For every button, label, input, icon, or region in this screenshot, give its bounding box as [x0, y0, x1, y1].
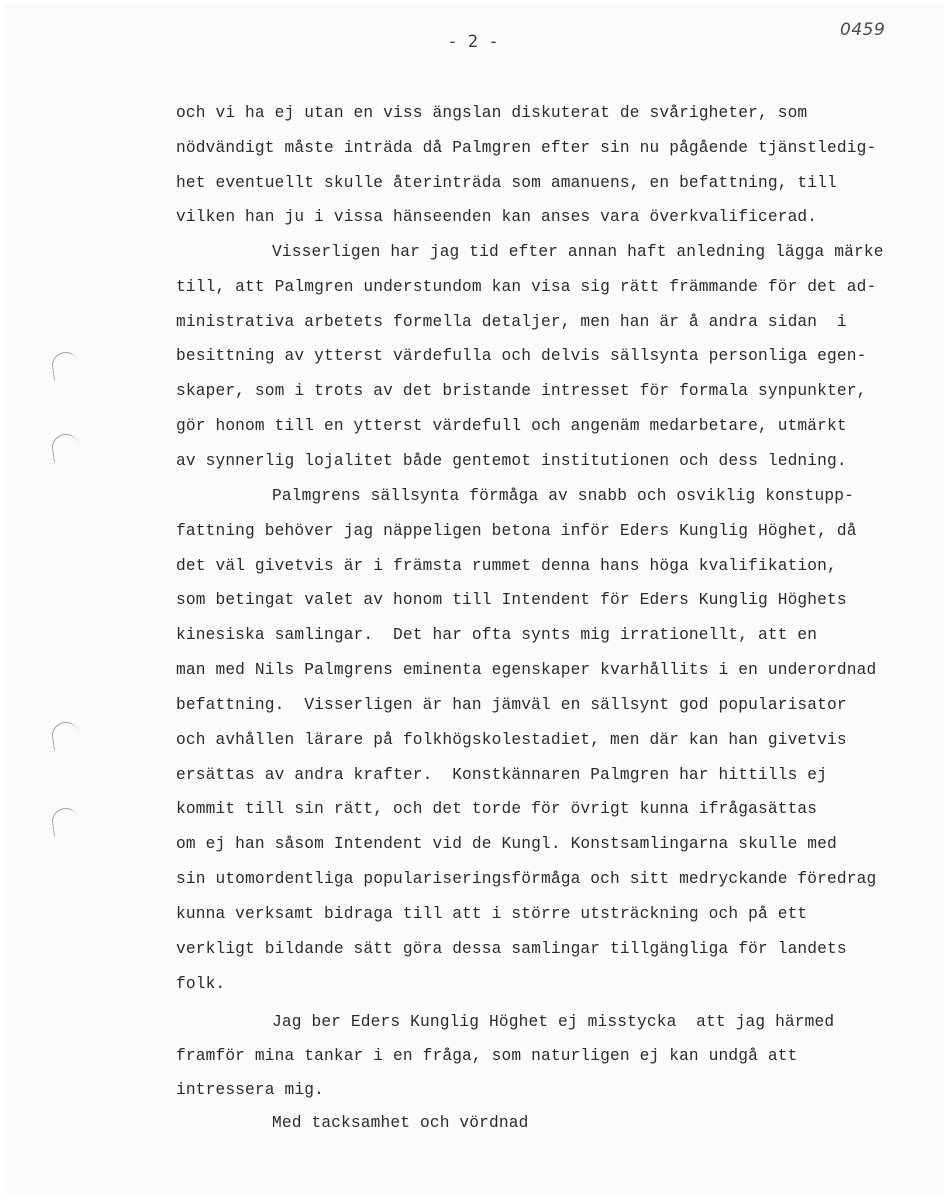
text-line: om ej han såsom Intendent vid de Kungl. Konstsamlingarna skulle med — [176, 835, 837, 853]
text-line: sin utomordentliga populariseringsförmåga och sitt medryckande föredrag — [176, 870, 877, 888]
text-line: och avhållen lärare på folkhögskolestadiet, men där kan han givetvis — [176, 731, 847, 749]
paragraph-start-line: Jag ber Eders Kunglig Höghet ej misstycka att jag härmed — [272, 1013, 835, 1031]
text-line: befattning. Visserligen är han jämväl en sällsynt god popularisator — [176, 696, 847, 714]
text-line: kommit till sin rätt, och det torde för övrigt kunna ifrågasättas — [176, 800, 818, 818]
closing-line: Med tacksamhet och vördnad — [272, 1114, 529, 1132]
text-line: skaper, som i trots av det bristande intresset för formala synpunkter, — [176, 382, 867, 400]
paragraph-start-line: Palmgrens sällsynta förmåga av snabb och osviklig konstupp- — [272, 487, 854, 505]
text-line: kinesiska samlingar. Det har ofta synts mig irrationellt, att en — [176, 626, 818, 644]
text-line: kunna verksamt bidraga till att i större utsträckning och på ett — [176, 905, 808, 923]
text-line: nödvändigt måste inträda då Palmgren efter sin nu pågående tjänstledig- — [176, 139, 877, 157]
text-line: verkligt bildande sätt göra dessa samlingar tillgängliga för landets — [176, 940, 847, 958]
text-line: fattning behöver jag näppeligen betona inför Eders Kunglig Höghet, då — [176, 522, 857, 540]
text-line: ministrativa arbetets formella detaljer, men han är å andra sidan i — [176, 313, 847, 331]
text-line: besittning av ytterst värdefulla och delvis sällsynta personliga egen- — [176, 347, 867, 365]
page-number: - 2 - — [447, 32, 499, 52]
text-line: av synnerlig lojalitet både gentemot institutionen och dess ledning. — [176, 452, 847, 470]
text-line: som betingat valet av honom till Intendent för Eders Kunglig Höghets — [176, 591, 847, 609]
text-line: framför mina tankar i en fråga, som naturligen ej kan undgå att — [176, 1047, 798, 1065]
text-line: intressera mig. — [176, 1081, 324, 1099]
text-line: det väl givetvis är i främsta rummet denna hans höga kvalifikation, — [176, 557, 837, 575]
text-line: folk. — [176, 975, 226, 993]
text-line: och vi ha ej utan en viss ängslan diskuterat de svårigheter, som — [176, 104, 808, 122]
text-line: vilken han ju i vissa hänseenden kan anses vara överkvalificerad. — [176, 208, 818, 226]
paragraph-start-line: Visserligen har jag tid efter annan haft anledning lägga märke — [272, 243, 884, 261]
text-line: ersättas av andra krafter. Konstkännaren Palmgren har hittills ej — [176, 766, 828, 784]
text-line: till, att Palmgren understundom kan visa sig rätt främmande för det ad- — [176, 278, 877, 296]
archive-number: 0459 — [840, 20, 886, 40]
text-line: het eventuellt skulle återinträda som amanuens, en befattning, till — [176, 174, 837, 192]
text-line: gör honom till en ytterst värdefull och angenäm medarbetare, utmärkt — [176, 417, 847, 435]
text-line: man med Nils Palmgrens eminenta egenskaper kvarhållits i en underordnad — [176, 661, 877, 679]
